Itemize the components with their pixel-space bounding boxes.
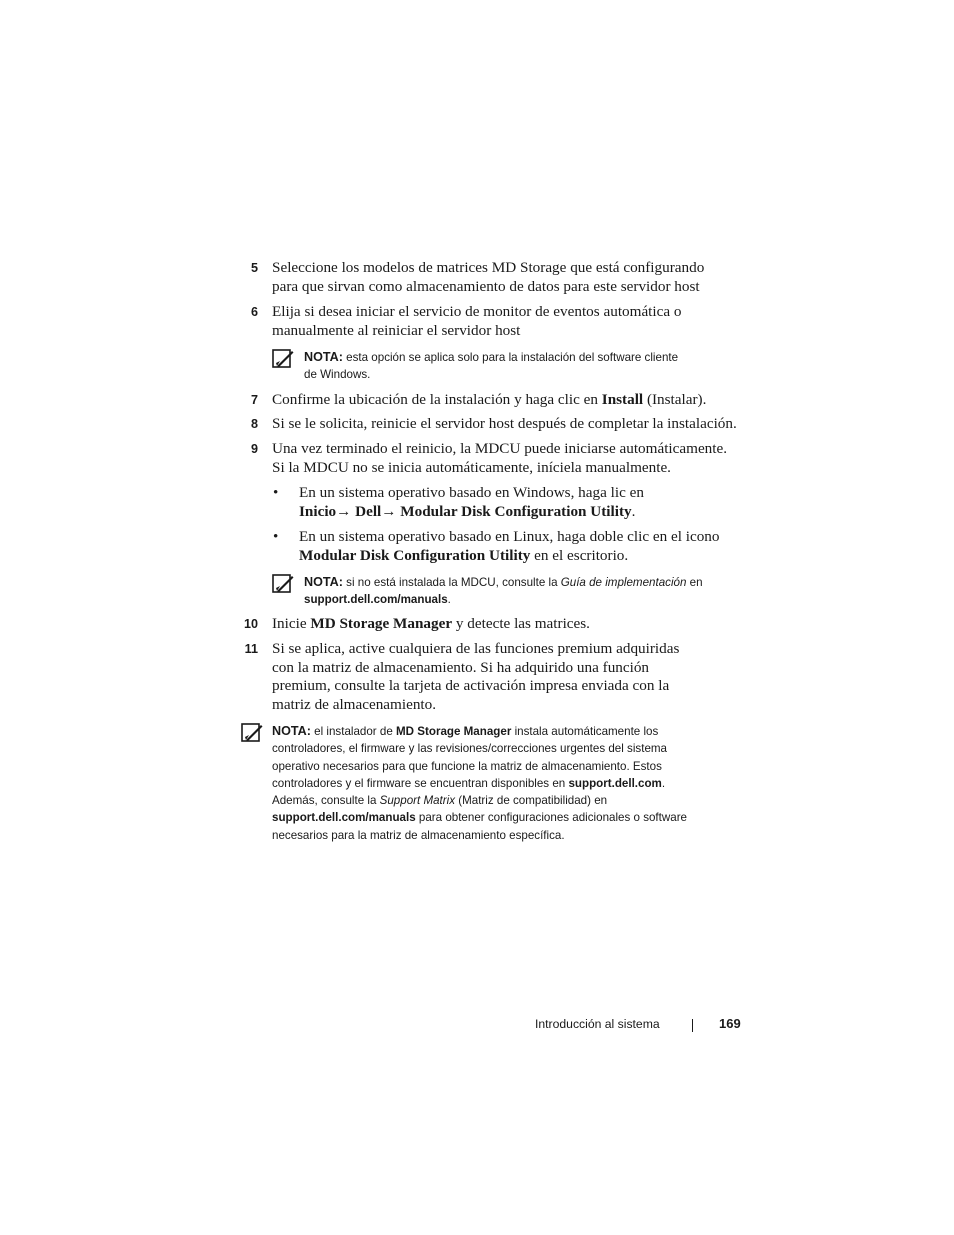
guide-title: Guía de implementación	[560, 576, 687, 589]
note-text: en	[686, 576, 703, 589]
support-matrix-title: Support Matrix	[379, 794, 456, 808]
step-text: Inicie	[272, 615, 311, 632]
step-number: 9	[250, 442, 258, 456]
note-text: el instalador de	[310, 725, 397, 738]
note-pencil-icon	[272, 349, 294, 369]
step-text: y detecte las matrices.	[452, 615, 590, 632]
install-button-label: Install	[601, 391, 644, 408]
arrow-icon: →	[381, 502, 397, 520]
menu-inicio: Inicio	[299, 502, 337, 520]
note-text: Además, consulte la	[272, 794, 380, 808]
note-mdcu-not-installed	[304, 574, 703, 609]
bullet-linux	[273, 528, 759, 565]
note-text: controladores, el firmware y las revisiones/correcciones urgentes del sistema	[272, 742, 667, 756]
arrow-icon: →	[336, 502, 352, 520]
note-text: para obtener configuraciones adicionales o software	[415, 811, 688, 825]
step-5	[250, 259, 752, 296]
bullet-windows	[273, 484, 759, 521]
bullet-text: En un sistema operativo basado en Windows, haga lic en	[299, 484, 644, 501]
step-text-line: para que sirvan como almacenamiento de datos para este servidor host	[272, 277, 700, 295]
support-link[interactable]: support.dell.com	[568, 776, 662, 790]
note-text: (Matriz de compatibilidad) en	[455, 794, 608, 808]
step-9	[250, 440, 752, 477]
bullet-text: en el escritorio.	[530, 546, 629, 564]
punctuation: .	[631, 502, 636, 520]
step-text: (Instalar).	[643, 391, 707, 408]
note-text: operativo necesarios para que funcione la matriz de almacenamiento. Estos	[272, 759, 662, 773]
note-pencil-icon	[272, 574, 294, 594]
step-number: 8	[250, 417, 258, 431]
note-label: NOTA:	[304, 350, 343, 364]
step-text-line: manualmente al reiniciar el servidor host	[272, 321, 521, 339]
note-text: controladores y el firmware se encuentran disponibles en	[272, 776, 569, 790]
step-text-line: Elija si desea iniciar el servicio de monitor de eventos automática o	[272, 303, 682, 320]
note-text: de Windows.	[304, 368, 371, 382]
step-text-line: premium, consulte la tarjeta de activación impresa enviada con la	[272, 677, 670, 694]
step-text-line: Si la MDCU no se inicia automáticamente, iníciela manualmente.	[272, 458, 671, 476]
footer-section-title: Introducción al sistema	[535, 1017, 660, 1031]
bullet-text: En un sistema operativo basado en Linux, haga doble clic en el icono	[299, 528, 720, 545]
step-6	[250, 303, 752, 340]
step-11	[244, 640, 752, 714]
note-label: NOTA:	[304, 575, 343, 589]
md-storage-manager-label: MD Storage Manager	[396, 725, 512, 738]
note-text: instala automáticamente los	[511, 725, 659, 738]
step-number: 11	[244, 642, 258, 656]
note-text: si no está instalada la MDCU, consulte la	[342, 576, 561, 589]
app-mdcu: Modular Disk Configuration Utility	[299, 546, 531, 564]
step-10	[243, 615, 752, 634]
page-number: 169	[719, 1016, 741, 1031]
step-text-line: Si se le solicita, reinicie el servidor host después de completar la instalación.	[272, 415, 737, 432]
note-text: necesarios para la matriz de almacenamiento específica.	[272, 828, 565, 842]
note-windows-client	[304, 349, 678, 384]
step-text-line: matriz de almacenamiento.	[272, 695, 437, 713]
bullet-marker: •	[273, 528, 279, 545]
step-number: 7	[250, 393, 258, 407]
support-manuals-link[interactable]: support.dell.com/manuals	[272, 811, 416, 825]
note-installer-drivers	[272, 723, 687, 844]
md-storage-manager-label: MD Storage Manager	[310, 615, 453, 632]
menu-mdcu: Modular Disk Configuration Utility	[400, 502, 632, 520]
footer-separator	[692, 1019, 693, 1032]
step-text-line: Si se aplica, active cualquiera de las funciones premium adquiridas	[272, 640, 680, 657]
step-number: 5	[250, 261, 258, 275]
support-manuals-link[interactable]: support.dell.com/manuals	[304, 593, 448, 607]
note-text: esta opción se aplica solo para la instalación del software cliente	[342, 351, 679, 364]
step-text-line: con la matriz de almacenamiento. Si ha adquirido una función	[272, 658, 650, 676]
step-text-line: Una vez terminado el reinicio, la MDCU puede iniciarse automáticamente.	[272, 440, 728, 457]
menu-dell: Dell	[355, 502, 382, 520]
step-number: 10	[243, 617, 258, 631]
step-8	[250, 415, 752, 434]
punctuation: .	[661, 776, 666, 790]
step-7	[250, 391, 752, 410]
step-text: Confirme la ubicación de la instalación y haga clic en	[272, 391, 602, 408]
step-number: 6	[250, 305, 258, 319]
note-label: NOTA:	[272, 724, 311, 738]
bullet-marker: •	[273, 484, 279, 501]
note-pencil-icon	[241, 723, 263, 743]
step-text-line: Seleccione los modelos de matrices MD Storage que está configurando	[272, 259, 705, 276]
punctuation: .	[447, 593, 451, 607]
